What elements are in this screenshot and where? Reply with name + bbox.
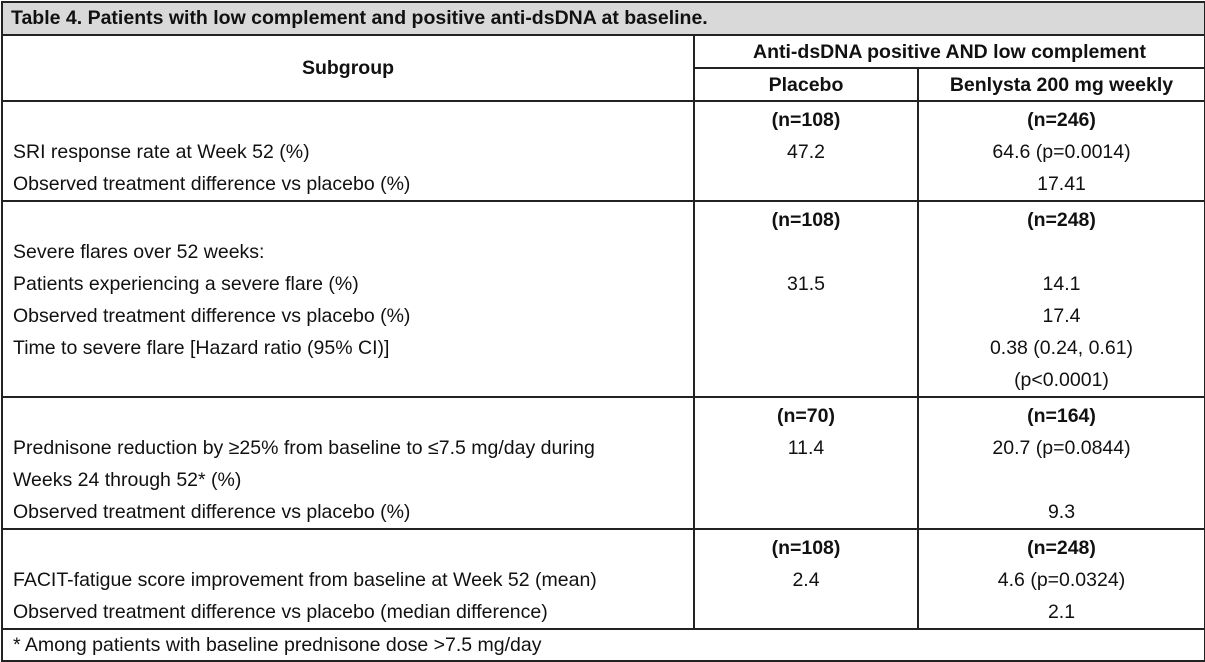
table-row — [2, 236, 1205, 268]
placebo-cell-text: 47.2 — [787, 141, 825, 163]
subgroup-cell — [2, 236, 694, 268]
placebo-cell — [694, 136, 918, 168]
placebo-cell-text — [705, 300, 907, 332]
placebo-cell — [694, 596, 918, 629]
subgroup-cell — [2, 432, 694, 496]
table-row — [2, 136, 1205, 168]
table-row — [2, 564, 1205, 596]
benlysta-cell-text: 20.7 (p=0.0844) — [992, 437, 1131, 459]
group-header: Anti-dsDNA positive AND low complement — [694, 35, 1205, 68]
benlysta-cell — [918, 432, 1205, 496]
benlysta-cell-text: 9.3 — [1047, 501, 1076, 523]
benlysta-cell — [918, 201, 1205, 236]
placebo-cell-text — [705, 236, 907, 268]
table-row — [2, 496, 1205, 529]
table-row — [2, 332, 1205, 397]
benlysta-cell-text: 64.6 (p=0.0014) — [992, 141, 1131, 163]
footnote-row — [2, 629, 1205, 661]
table-row — [2, 596, 1205, 629]
placebo-cell — [694, 397, 918, 432]
subgroup-cell-text: Time to severe flare [Hazard ratio (95% CI)] — [13, 337, 390, 359]
table-row — [2, 101, 1205, 136]
benlysta-cell-text: (n=164) — [1027, 405, 1096, 427]
subgroup-header: Subgroup — [2, 35, 694, 101]
placebo-cell-text: (n=108) — [771, 209, 841, 231]
subgroup-cell — [2, 168, 694, 201]
placebo-header: Placebo — [694, 68, 918, 101]
benlysta-cell-text: 4.6 (p=0.0324) — [997, 569, 1126, 591]
subgroup-cell-text: Observed treatment difference vs placebo (%) — [13, 173, 411, 195]
benlysta-cell — [918, 168, 1205, 201]
placebo-cell — [694, 529, 918, 564]
subgroup-cell — [2, 397, 694, 432]
table-row — [2, 397, 1205, 432]
benlysta-cell — [918, 300, 1205, 332]
placebo-cell-text: 11.4 — [787, 437, 825, 459]
benlysta-cell-text — [929, 236, 1194, 268]
subgroup-cell — [2, 268, 694, 300]
placebo-cell — [694, 268, 918, 300]
benlysta-cell — [918, 236, 1205, 268]
placebo-cell-text — [705, 168, 907, 200]
benlysta-cell-text: 2.1 — [1047, 601, 1076, 623]
subgroup-cell — [2, 564, 694, 596]
table-title: Table 4. Patients with low complement and positive anti-dsDNA at baseline. — [2, 2, 1205, 35]
table-row — [2, 300, 1205, 332]
subgroup-cell-text: Observed treatment difference vs placebo (%) — [13, 305, 411, 327]
placebo-cell-text: 31.5 — [787, 273, 825, 295]
benlysta-header: Benlysta 200 mg weekly — [918, 68, 1205, 101]
benlysta-cell — [918, 529, 1205, 564]
benlysta-cell-text: (n=248) — [1027, 537, 1096, 559]
placebo-cell — [694, 332, 918, 397]
benlysta-cell — [918, 397, 1205, 432]
subgroup-cell-text — [13, 400, 683, 432]
benlysta-cell — [918, 268, 1205, 300]
subgroup-cell-text — [13, 532, 683, 564]
benlysta-cell — [918, 332, 1205, 397]
subgroup-cell-text: Observed treatment difference vs placebo (%) — [13, 501, 411, 523]
results-table — [1, 1, 1205, 662]
benlysta-cell — [918, 136, 1205, 168]
placebo-cell — [694, 564, 918, 596]
subgroup-cell — [2, 332, 694, 397]
placebo-cell — [694, 201, 918, 236]
subgroup-cell-text: Observed treatment difference vs placebo (median difference) — [13, 601, 548, 623]
table-row — [2, 529, 1205, 564]
benlysta-cell-text: (n=246) — [1027, 109, 1096, 131]
benlysta-cell-text-line2: (p<0.0001) — [1014, 369, 1109, 391]
subgroup-cell-text-line2: Weeks 24 through 52* (%) — [13, 469, 242, 491]
table-row — [2, 168, 1205, 201]
benlysta-cell-text: 17.41 — [1037, 173, 1086, 195]
subgroup-cell — [2, 201, 694, 236]
placebo-cell — [694, 236, 918, 268]
benlysta-cell — [918, 596, 1205, 629]
table-row — [2, 268, 1205, 300]
placebo-cell-text — [705, 332, 907, 364]
subgroup-cell — [2, 136, 694, 168]
subgroup-cell-text: Patients experiencing a severe flare (%) — [13, 273, 359, 295]
table-row — [2, 432, 1205, 496]
placebo-cell-text: (n=108) — [771, 109, 841, 131]
placebo-cell-text: (n=108) — [771, 537, 841, 559]
subgroup-cell — [2, 101, 694, 136]
table-row — [2, 201, 1205, 236]
placebo-cell — [694, 432, 918, 496]
benlysta-cell-text: (n=248) — [1027, 209, 1096, 231]
benlysta-cell — [918, 496, 1205, 529]
placebo-cell — [694, 496, 918, 529]
subgroup-cell — [2, 529, 694, 564]
placebo-cell — [694, 300, 918, 332]
placebo-cell-text — [705, 496, 907, 528]
subgroup-cell-text — [13, 104, 683, 136]
placebo-cell-text: (n=70) — [777, 405, 835, 427]
subgroup-cell — [2, 496, 694, 529]
benlysta-cell — [918, 564, 1205, 596]
placebo-cell-text — [705, 596, 907, 628]
placebo-cell-text: 2.4 — [792, 569, 820, 591]
subgroup-cell-text: FACIT-fatigue score improvement from baseline at Week 52 (mean) — [13, 569, 597, 591]
benlysta-cell — [918, 101, 1205, 136]
subgroup-cell-text: Prednisone reduction by ≥25% from baseline to ≤7.5 mg/day during — [13, 437, 595, 459]
subgroup-cell — [2, 596, 694, 629]
subgroup-cell-text: SRI response rate at Week 52 (%) — [13, 141, 310, 163]
benlysta-cell-text: 0.38 (0.24, 0.61) — [989, 337, 1134, 359]
subgroup-cell-text — [13, 204, 683, 236]
placebo-cell — [694, 101, 918, 136]
footnote: * Among patients with baseline prednisone dose >7.5 mg/day — [2, 629, 1205, 661]
benlysta-cell-text: 14.1 — [1042, 273, 1081, 295]
placebo-cell — [694, 168, 918, 201]
subgroup-cell-text: Severe flares over 52 weeks: — [13, 241, 265, 263]
subgroup-cell — [2, 300, 694, 332]
benlysta-cell-text: 17.4 — [1042, 305, 1081, 327]
